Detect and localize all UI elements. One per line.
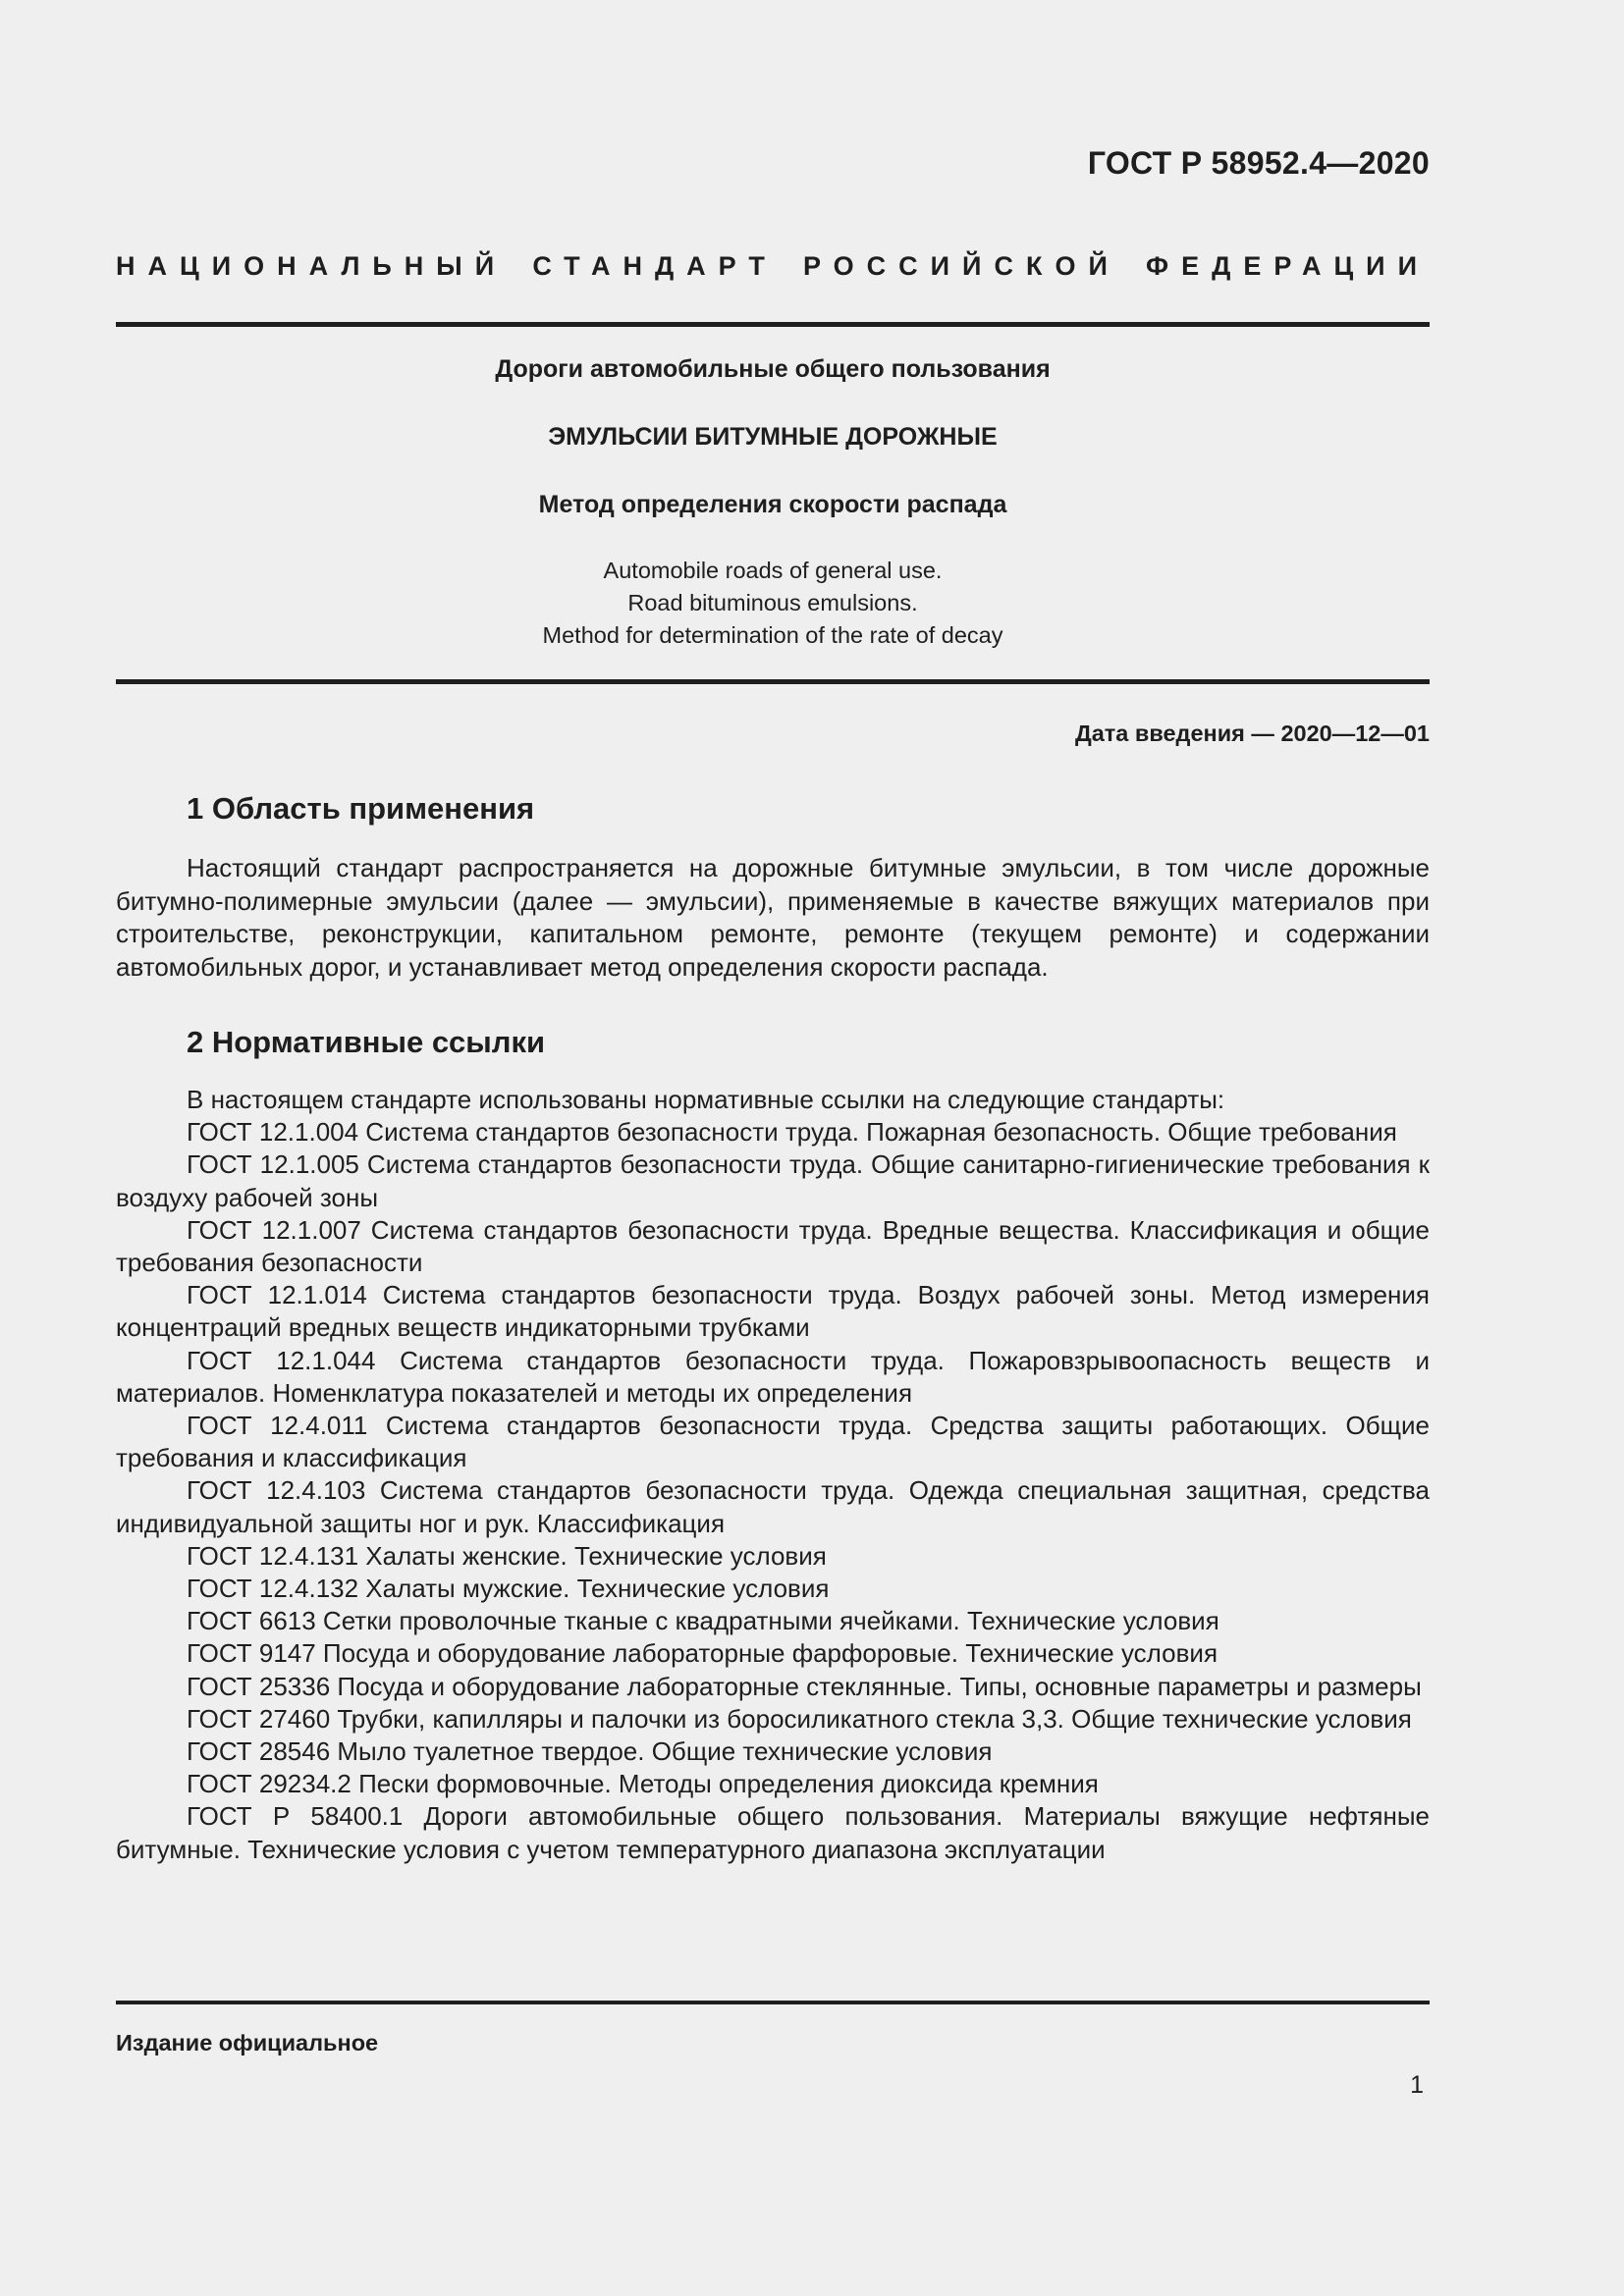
- reference-item: [116, 1703, 1430, 1735]
- references-list: [116, 1084, 1430, 1866]
- reference-text: ГОСТ Р 58400.1 Дороги автомобильные общего пользования. Материалы вяжущие нефтяные битумные. Технические условия с учетом температурного диапазона эксплуатации: [116, 1801, 1430, 1864]
- reference-text: ГОСТ 12.4.131 Халаты женские. Технические условия: [187, 1540, 827, 1571]
- english-title: [116, 555, 1430, 652]
- reference-text: ГОСТ 6613 Сетки проволочные тканые с квадратными ячейками. Технические условия: [187, 1606, 1219, 1636]
- banner-word: НАЦИОНАЛЬНЫЙ: [116, 251, 508, 281]
- reference-item: [116, 1768, 1430, 1800]
- reference-item: [116, 1214, 1430, 1279]
- section-1-text: [116, 852, 1430, 984]
- reference-text: ГОСТ 12.4.011 Система стандартов безопасности труда. Средства защиты работающих. Общие требования и классификация: [116, 1411, 1430, 1473]
- english-title-line: Road bituminous emulsions.: [627, 590, 918, 615]
- reference-item: [116, 1410, 1430, 1474]
- reference-item: [116, 1474, 1430, 1539]
- reference-item: [116, 1279, 1430, 1344]
- reference-item: [116, 1671, 1430, 1703]
- reference-item: [116, 1800, 1430, 1865]
- reference-text: ГОСТ 27460 Трубки, капилляры и палочки из боросиликатного стекла 3,3. Общие технические условия: [187, 1703, 1412, 1734]
- title-line-3: Метод определения скорости распада: [538, 491, 1007, 518]
- official-edition-label: Издание официальное: [116, 2030, 379, 2056]
- banner-word: СТАНДАРТ: [532, 251, 778, 281]
- footer-divider: [116, 2001, 1430, 2004]
- reference-text: ГОСТ 25336 Посуда и оборудование лабораторные стеклянные. Типы, основные параметры и размеры: [187, 1671, 1422, 1701]
- reference-text: ГОСТ 12.1.044 Система стандартов безопасности труда. Пожаровзрывоопасность веществ и материалов. Номенклатура показателей и методы их определения: [116, 1345, 1430, 1408]
- reference-text: ГОСТ 12.4.132 Халаты мужские. Технические условия: [187, 1574, 830, 1604]
- reference-item: [116, 1605, 1430, 1637]
- national-standard-banner: [116, 251, 1430, 282]
- reference-item: [116, 1637, 1430, 1670]
- section-1-body: Настоящий стандарт распространяется на дорожные битумные эмульсии, в том числе дорожные битумно-полимерные эмульсии (далее — эмульсии), применяемые в качестве вяжущих материалов при строительстве, реконструкции, капитальном ремонте, ремонте (текущем ремонте) и содержании автомобильных дорог, и устанавливает метод определения скорости распада.: [116, 853, 1430, 982]
- document-number: ГОСТ Р 58952.4—2020: [1087, 145, 1430, 181]
- title-line-2: ЭМУЛЬСИИ БИТУМНЫЕ ДОРОЖНЫЕ: [548, 423, 998, 451]
- banner-word: ФЕДЕРАЦИИ: [1146, 251, 1430, 281]
- banner-word: РОССИЙСКОЙ: [803, 251, 1120, 281]
- title-block: [116, 355, 1430, 652]
- reference-item: [116, 1540, 1430, 1573]
- reference-item: [116, 1573, 1430, 1605]
- document-page: [116, 0, 1430, 2296]
- reference-text: ГОСТ 28546 Мыло туалетное твердое. Общие технические условия: [187, 1736, 993, 1767]
- title-line-1: Дороги автомобильные общего пользования: [495, 355, 1051, 383]
- introduction-date: Дата введения — 2020—12—01: [1074, 721, 1430, 746]
- reference-text: ГОСТ 12.1.005 Система стандартов безопасности труда. Общие санитарно-гигиенические требования к воздуху рабочей зоны: [116, 1149, 1430, 1212]
- title-divider: [116, 679, 1430, 684]
- reference-item: [116, 1345, 1430, 1410]
- reference-text: ГОСТ 9147 Посуда и оборудование лабораторные фарфоровые. Технические условия: [187, 1638, 1218, 1669]
- reference-text: ГОСТ 12.1.014 Система стандартов безопасности труда. Воздух рабочей зоны. Метод измерения концентраций вредных веществ индикаторными трубками: [116, 1280, 1430, 1343]
- reference-text: ГОСТ 12.4.103 Система стандартов безопасности труда. Одежда специальная защитная, средства индивидуальной защиты ног и рук. Классификация: [116, 1475, 1430, 1538]
- section-2-heading: 2 Нормативные ссылки: [187, 1025, 546, 1059]
- reference-text: ГОСТ 12.1.007 Система стандартов безопасности труда. Вредные вещества. Классификация и общие требования безопасности: [116, 1214, 1430, 1278]
- reference-item: [116, 1116, 1430, 1148]
- english-title-line: Method for determination of the rate of decay: [542, 622, 1003, 648]
- references-intro: В настоящем стандарте использованы нормативные ссылки на следующие стандарты:: [187, 1085, 1225, 1114]
- english-title-line: Automobile roads of general use.: [603, 558, 943, 583]
- page-number: 1: [1410, 2071, 1424, 2099]
- reference-item: [116, 1735, 1430, 1768]
- reference-text: ГОСТ 29234.2 Пески формовочные. Методы определения диоксида кремния: [187, 1769, 1099, 1799]
- top-divider: [116, 322, 1430, 327]
- section-1-heading: 1 Область применения: [187, 791, 535, 826]
- reference-item: [116, 1148, 1430, 1213]
- reference-text: ГОСТ 12.1.004 Система стандартов безопасности труда. Пожарная безопасность. Общие требования: [187, 1117, 1397, 1148]
